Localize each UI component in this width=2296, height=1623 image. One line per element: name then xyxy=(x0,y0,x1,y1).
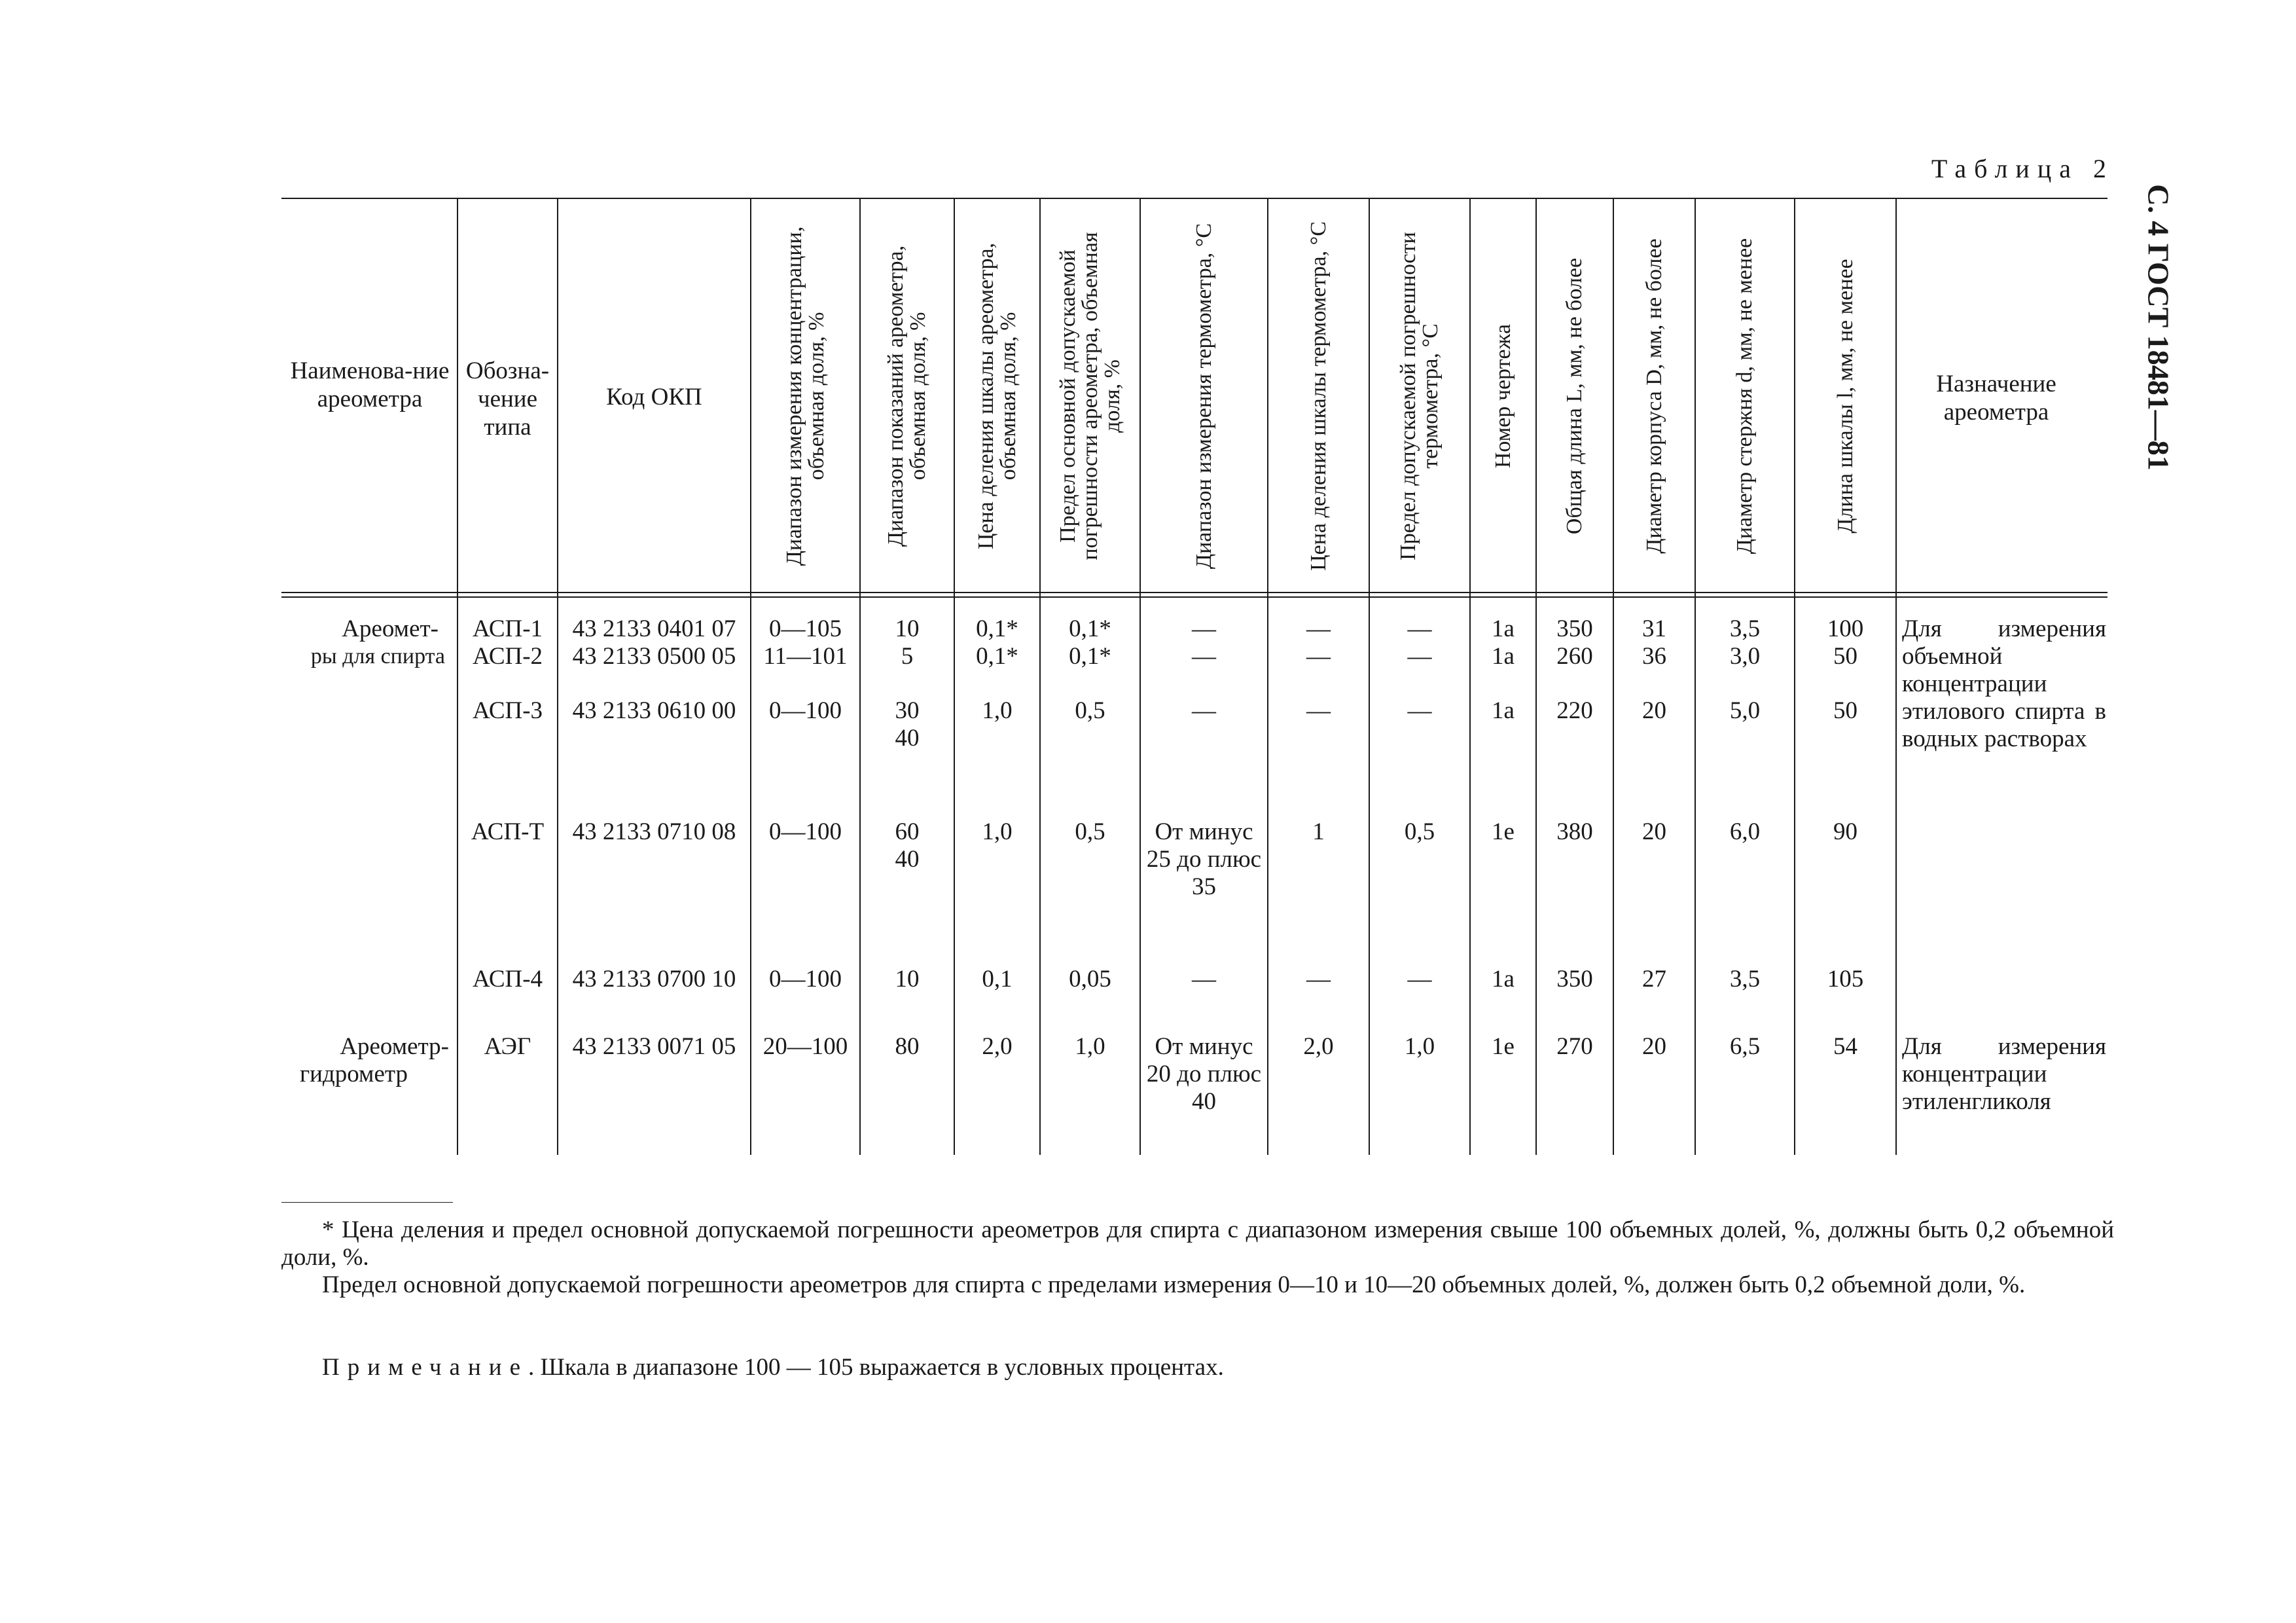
table-cell: 20—100 xyxy=(762,1033,848,1060)
table-cell: 2,0 xyxy=(1303,1033,1334,1060)
table-cell: 10 xyxy=(895,966,920,993)
table-cell: 31 xyxy=(1642,615,1666,642)
table-cell: 43 2133 0610 00 xyxy=(572,697,736,724)
table-cell: 0—100 xyxy=(769,818,842,845)
col-header-error: Предел основной допускаемой погрешности ареометра, объемная доля, % xyxy=(1055,232,1124,560)
table-cell: 11—101 xyxy=(763,643,848,670)
table-cell: 6,0 xyxy=(1729,818,1761,845)
table-cell: 30 xyxy=(895,697,920,724)
table-cell: — xyxy=(1407,697,1432,724)
table-cell: АСП-1 xyxy=(472,615,543,642)
table-cell: — xyxy=(1192,615,1216,642)
table-cell: 0,1* xyxy=(1069,615,1111,642)
table-cell: 40 xyxy=(895,725,920,752)
table-cell: — xyxy=(1407,615,1432,642)
table-cell: От минус 20 до плюс 40 xyxy=(1146,1033,1262,1115)
table-cell: 54 xyxy=(1833,1033,1857,1060)
note-label: Примечание xyxy=(322,1354,528,1381)
table-cell: 3,5 xyxy=(1729,966,1761,993)
table-cell: 43 2133 0071 05 xyxy=(572,1033,736,1060)
col-header-division: Цена деления шкалы ареометра, объемная доля, % xyxy=(973,242,1020,550)
table-cell: 5,0 xyxy=(1729,697,1761,724)
col-header-range: Диапазон измерения концентрации, объемная доля, % xyxy=(781,226,829,566)
table-cell: 36 xyxy=(1642,643,1666,670)
table-cell: — xyxy=(1306,643,1331,670)
table-cell: — xyxy=(1306,697,1331,724)
table-label: Таблица 2 xyxy=(1931,154,2114,183)
table-cell: — xyxy=(1407,966,1432,993)
table-cell: 90 xyxy=(1833,818,1857,845)
table-cell: АСП-3 xyxy=(472,697,543,724)
col-header-readings: Диапазон показаний ареометра, объемная доля, % xyxy=(884,245,930,547)
table-cell: АЭГ xyxy=(484,1033,531,1060)
table-cell: 220 xyxy=(1556,697,1593,724)
note-text: . Шкала в диапазоне 100 — 105 выражается в условных процентах. xyxy=(528,1354,1224,1381)
col-header-name: Наименова-ние ареометра xyxy=(290,357,450,412)
table-cell: АСП-Т xyxy=(471,818,545,845)
table-cell: 10 xyxy=(895,615,920,642)
page-header: С. 4 ГОСТ 18481—81 xyxy=(2142,184,2176,471)
col-header-L: Общая длина L, мм, не более xyxy=(1562,257,1587,535)
table-cell: 43 2133 0401 07 xyxy=(572,615,736,642)
table-cell: 27 xyxy=(1642,966,1666,993)
table-cell: — xyxy=(1306,615,1331,642)
table-cell: 0—100 xyxy=(769,966,842,993)
table-cell: — xyxy=(1306,966,1331,993)
group-name-line: ры для спирта xyxy=(310,644,445,668)
group-name-line: Ареомет- xyxy=(342,615,439,642)
table-cell: 20 xyxy=(1642,818,1666,845)
table-cell: От минус 25 до плюс 35 xyxy=(1146,818,1262,900)
purpose-cell: Для измерения объемной концентрации этилового спирта в водных растворах xyxy=(1902,615,2106,752)
table-cell: 20 xyxy=(1642,697,1666,724)
group-name-line: гидрометр xyxy=(299,1061,408,1087)
table-cell: 1,0 xyxy=(1404,1033,1435,1060)
table-cell: 0,5 xyxy=(1404,818,1435,845)
footnote-separator xyxy=(281,1202,453,1203)
table-cell: 0—100 xyxy=(769,697,842,724)
note xyxy=(281,1354,2114,1381)
col-header-d: Диаметр стержня d, мм, не менее xyxy=(1732,238,1757,555)
table-cell: — xyxy=(1192,643,1216,670)
table-cell: 1е xyxy=(1492,818,1515,845)
table-cell: 3,0 xyxy=(1729,643,1761,670)
purpose-cell: Для измерения концентрации этиленгликоля xyxy=(1902,1033,2106,1115)
col-header-tdiv: Цена деления шкалы термометра, °С xyxy=(1306,221,1331,571)
table-cell: 0,1 xyxy=(982,966,1013,993)
col-header-drawing: Номер чертежа xyxy=(1490,323,1515,469)
table-cell: 0,1* xyxy=(976,615,1018,642)
table-cell: 260 xyxy=(1556,643,1593,670)
header-bottom-rule-2 xyxy=(281,596,2108,598)
table-cell: 105 xyxy=(1827,966,1864,993)
column-divider xyxy=(1895,198,1897,1155)
table-top-rule xyxy=(281,198,2108,199)
table-cell: 1а xyxy=(1492,966,1515,993)
table-cell: 6,5 xyxy=(1729,1033,1761,1060)
table-cell: 270 xyxy=(1556,1033,1593,1060)
table-cell: 0,5 xyxy=(1075,697,1105,724)
table-cell: 60 xyxy=(895,818,920,845)
table-cell: 50 xyxy=(1833,643,1857,670)
table-cell: 40 xyxy=(895,846,920,873)
table-cell: АСП-4 xyxy=(472,966,543,993)
col-header-type: Обозна-чение типа xyxy=(465,357,550,441)
table-cell: 0,05 xyxy=(1069,966,1111,993)
column-divider xyxy=(557,198,558,1155)
group-name-line: Ареометр- xyxy=(340,1033,449,1060)
table-cell: 100 xyxy=(1827,615,1864,642)
table-cell: 1е xyxy=(1492,1033,1515,1060)
footnote: Предел основной допускаемой погрешности ареометров для спирта с пределами измерения 0—10 и 10—20 объемных долей, %, должен быть 0,2 объемной доли, %. xyxy=(322,1271,2026,1298)
table-cell: 1,0 xyxy=(1075,1033,1105,1060)
table-cell: 1а xyxy=(1492,697,1515,724)
table-cell: 1,0 xyxy=(982,697,1013,724)
table-cell: 0,1* xyxy=(976,643,1018,670)
table-cell: 1а xyxy=(1492,615,1515,642)
table-cell: 1,0 xyxy=(982,818,1013,845)
col-header-terr: Предел допускаемой погрешности термометра, °С xyxy=(1396,232,1443,560)
table-cell: — xyxy=(1192,697,1216,724)
col-header-trange: Диапазон измерения термометра, °С xyxy=(1191,223,1216,570)
table-cell: 2,0 xyxy=(982,1033,1013,1060)
table-cell: 20 xyxy=(1642,1033,1666,1060)
table-cell: 0—105 xyxy=(769,615,842,642)
table-cell: 380 xyxy=(1556,818,1593,845)
footnote: * Цена деления и предел основной допускаемой погрешности ареометров для спирта с диапазоном измерения свыше 100 объемных долей, %, должны быть 0,2 объемной доли, %. xyxy=(281,1216,2114,1271)
table-cell: 50 xyxy=(1833,697,1857,724)
table-cell: — xyxy=(1407,643,1432,670)
header-bottom-rule xyxy=(281,592,2108,593)
table-cell: 1 xyxy=(1312,818,1325,845)
table-cell: 3,5 xyxy=(1729,615,1761,642)
table-cell: 350 xyxy=(1556,615,1593,642)
table-cell: 43 2133 0700 10 xyxy=(572,966,736,993)
col-header-l: Длина шкалы l, мм, не менее xyxy=(1833,259,1857,534)
table-cell: АСП-2 xyxy=(472,643,543,670)
table-cell: 80 xyxy=(895,1033,920,1060)
table-cell: 43 2133 0710 08 xyxy=(572,818,736,845)
col-header-purpose: Назначение ареометра xyxy=(1936,371,2056,426)
table-cell: 350 xyxy=(1556,966,1593,993)
col-header-D: Диаметр корпуса D, мм, не более xyxy=(1641,238,1666,554)
table-cell: 5 xyxy=(901,643,914,670)
column-divider xyxy=(457,198,458,1155)
table-cell: 43 2133 0500 05 xyxy=(572,643,736,670)
table-cell: — xyxy=(1192,966,1216,993)
table-cell: 0,1* xyxy=(1069,643,1111,670)
col-header-okp: Код ОКП xyxy=(606,384,702,410)
table-cell: 0,5 xyxy=(1075,818,1105,845)
table-cell: 1а xyxy=(1492,643,1515,670)
